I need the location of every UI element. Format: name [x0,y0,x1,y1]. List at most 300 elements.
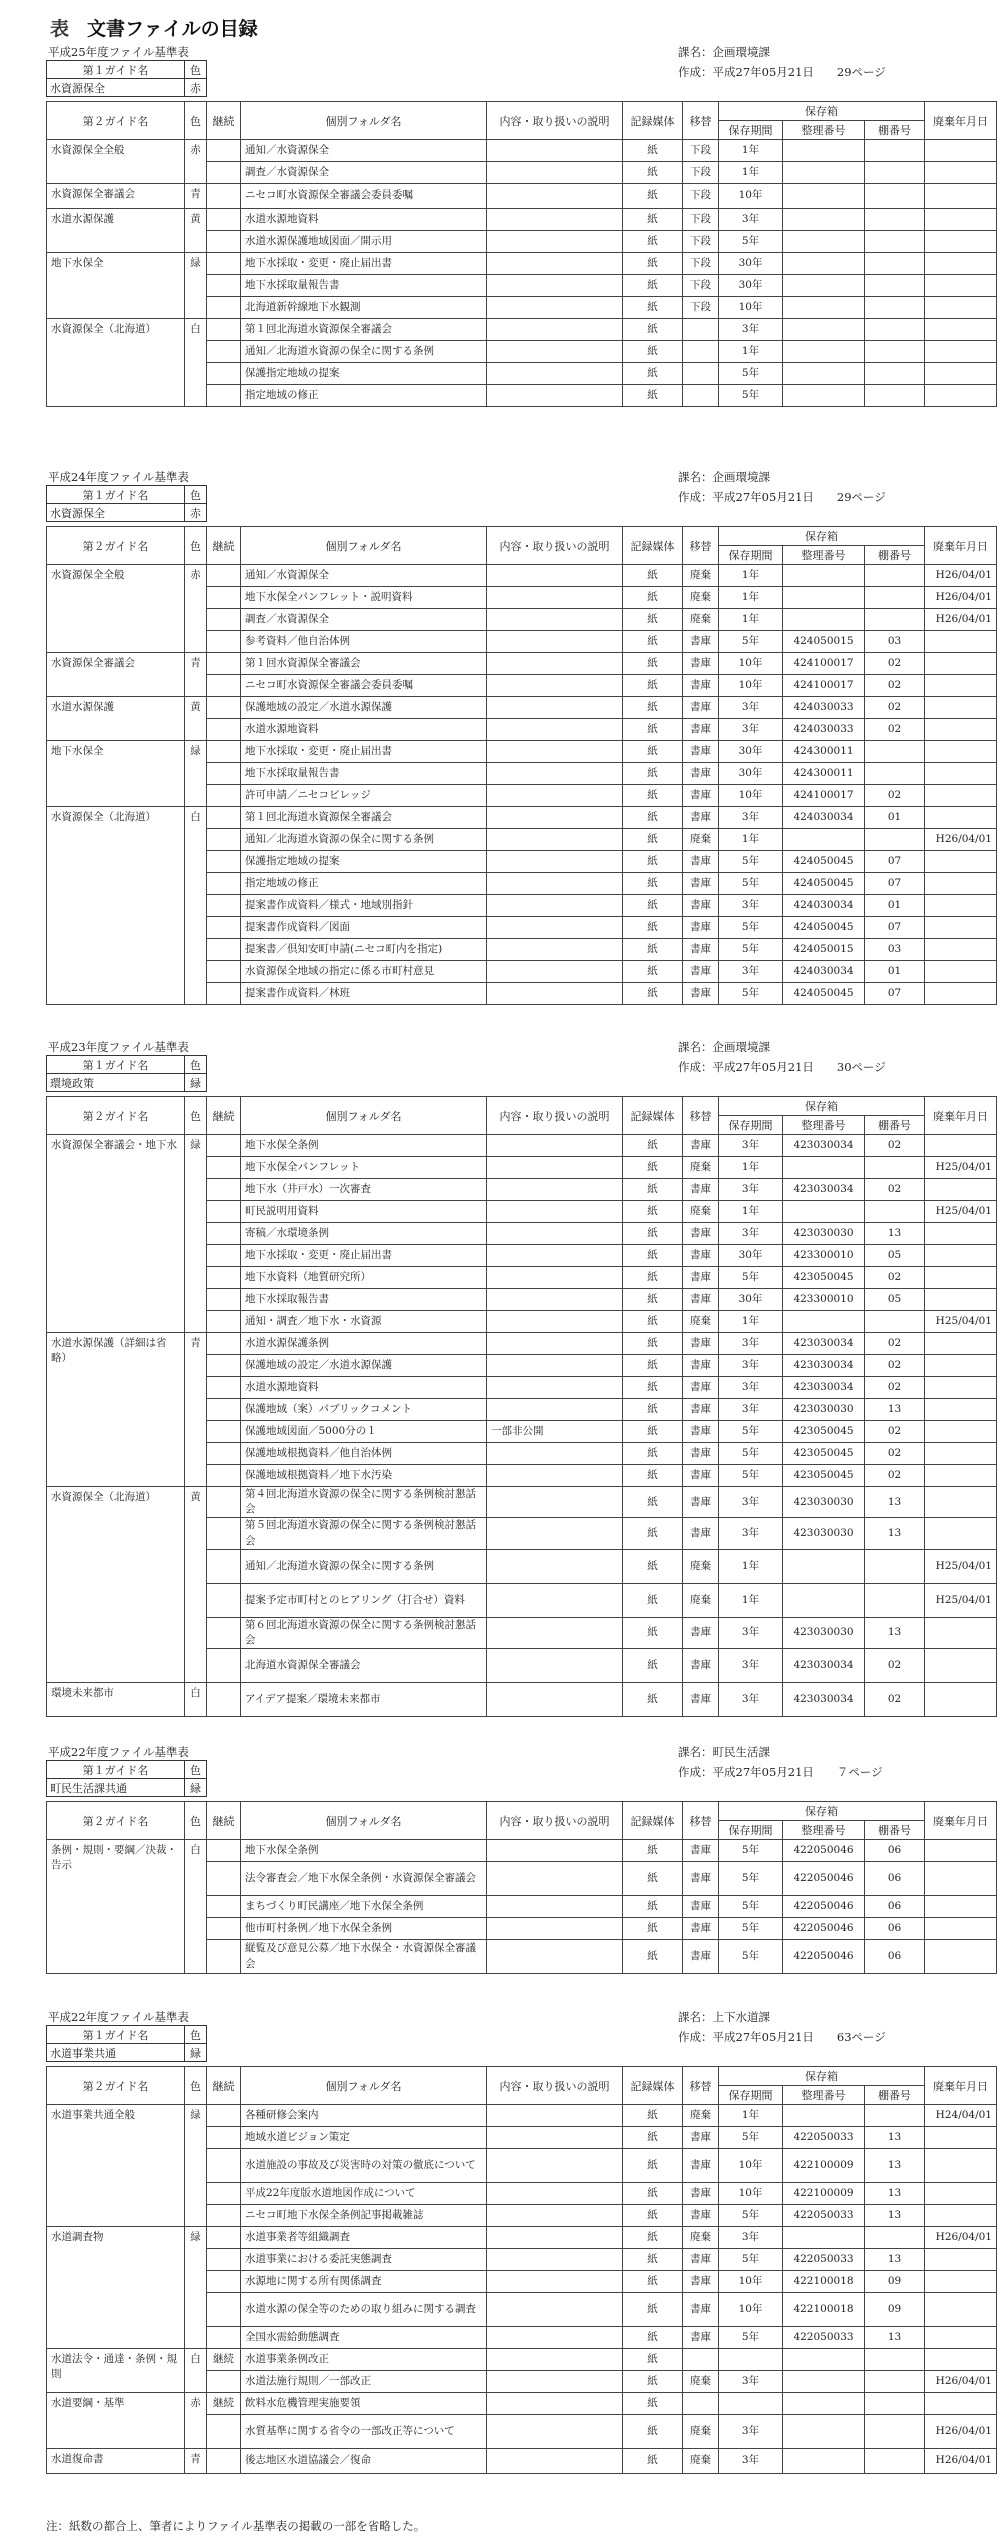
continuation-cell [207,1223,241,1245]
content-cell [487,697,623,719]
media-cell: 紙 [623,785,683,807]
continuation-cell [207,363,241,385]
disposal-date-cell [925,1896,997,1918]
number-header: 整理番号 [783,1821,865,1840]
folder-name: 水道水源地資料 [241,1377,487,1399]
media-cell: 紙 [623,807,683,829]
content-cell [487,1377,623,1399]
shelf-cell: 06 [865,1862,925,1896]
disposal-date-cell [925,939,997,961]
disposal-date-cell: H25/04/01 [925,1157,997,1179]
number-cell: 423300010 [783,1245,865,1267]
transfer-cell: 書庫 [683,697,719,719]
number-cell: 424050015 [783,939,865,961]
media-cell: 紙 [623,719,683,741]
shelf-cell: 02 [865,697,925,719]
media-cell: 紙 [623,873,683,895]
disposal-date-cell [925,1333,997,1355]
period-cell [719,2349,783,2371]
transfer-cell: 下段 [683,184,719,209]
number-header: 整理番号 [783,121,865,140]
guide2-name: 水資源保全（北海道） [47,807,185,1005]
continuation-cell [207,162,241,184]
content-cell [487,653,623,675]
transfer-cell: 書庫 [683,851,719,873]
table-label: 表 [50,18,70,40]
period-cell: 5年 [719,1918,783,1940]
content-cell [487,1840,623,1862]
content-cell [487,1201,623,1223]
period-cell: 5年 [719,363,783,385]
guide2-color: 白 [185,2349,207,2393]
folder-name: 地下水採取量報告書 [241,763,487,785]
content-cell [487,385,623,407]
number-cell: 422050046 [783,1840,865,1862]
number-cell [783,2349,865,2371]
content-cell [487,917,623,939]
media-cell: 紙 [623,697,683,719]
period-cell: 5年 [719,231,783,253]
content-cell [487,2227,623,2249]
period-cell: 1年 [719,565,783,587]
continuation-cell [207,184,241,209]
folder-name: ニセコ町水資源保全審議会委員委嘱 [241,675,487,697]
shelf-cell: 02 [865,1267,925,1289]
number-cell: 422100009 [783,2183,865,2205]
media-cell: 紙 [623,319,683,341]
continuation-header: 継続 [207,2067,241,2105]
guide2-name: 水資源保全審議会・地下水 [47,1135,185,1333]
number-cell [783,162,865,184]
content-cell [487,253,623,275]
media-cell: 紙 [623,184,683,209]
period-cell: 3年 [719,1179,783,1201]
created-date: 作成：平成27年05月21日 29ページ [678,65,886,79]
disposal-date-cell: H26/04/01 [925,587,997,609]
continuation-cell [207,1549,241,1583]
disposal-date-cell [925,2293,997,2327]
period-cell: 10年 [719,297,783,319]
shelf-cell: 13 [865,2183,925,2205]
period-cell: 1年 [719,162,783,184]
transfer-cell: 廃棄 [683,565,719,587]
continuation-cell [207,983,241,1005]
folder-name: 各種研修会案内 [241,2105,487,2127]
shelf-cell [865,741,925,763]
period-cell: 5年 [719,2327,783,2349]
continuation-cell [207,2227,241,2249]
transfer-cell: 書庫 [683,1223,719,1245]
guide1-header: 第１ガイド名 [47,61,185,79]
number-cell: 422050046 [783,1918,865,1940]
shelf-cell: 02 [865,1683,925,1717]
media-cell: 紙 [623,2227,683,2249]
table-header-row [47,102,997,121]
shelf-cell: 02 [865,1179,925,1201]
media-cell: 紙 [623,1223,683,1245]
created-date: 作成：平成27年05月21日 29ページ [678,490,886,504]
period-cell: 3年 [719,961,783,983]
disposal-date-cell: H25/04/01 [925,1201,997,1223]
disposal-date-cell [925,1940,997,1974]
transfer-cell: 廃棄 [683,609,719,631]
transfer-cell [683,2393,719,2415]
media-cell: 紙 [623,2371,683,2393]
shelf-header: 棚番号 [865,121,925,140]
guide1-color: 赤 [185,79,207,97]
shelf-cell: 01 [865,961,925,983]
transfer-cell [683,341,719,363]
shelf-cell [865,253,925,275]
table-row [47,1135,997,1157]
guide2-name: 水道復命書 [47,2449,185,2474]
period-cell: 3年 [719,1617,783,1648]
content-cell [487,1896,623,1918]
shelf-cell: 13 [865,2149,925,2183]
file-index-table [46,2066,997,2474]
folder-name: 保護地域図面／5000分の１ [241,1421,487,1443]
period-cell: 3年 [719,1683,783,1717]
content-cell [487,140,623,162]
continuation-cell [207,1399,241,1421]
file-standard-section [46,465,996,1005]
period-cell [719,2393,783,2415]
number-cell: 424030033 [783,697,865,719]
content-cell [487,587,623,609]
transfer-cell: 書庫 [683,807,719,829]
media-cell: 紙 [623,2393,683,2415]
shelf-cell [865,1201,925,1223]
disposal-date-cell [925,1918,997,1940]
color-header: 色 [185,2067,207,2105]
guide1-color: 緑 [185,2044,207,2062]
shelf-cell: 13 [865,1617,925,1648]
period-cell: 10年 [719,653,783,675]
guide1-name: 環境政策 [47,1074,185,1092]
guide1-table [46,60,207,97]
guide1-color: 赤 [185,504,207,522]
disposal-date-cell [925,2349,997,2371]
folder-name: 水道法施行規則／一部改正 [241,2371,487,2393]
transfer-cell: 下段 [683,162,719,184]
table-header-row [47,1802,997,1821]
table-row [47,1840,997,1862]
number-cell: 423050045 [783,1465,865,1487]
number-cell: 423050045 [783,1443,865,1465]
content-cell [487,785,623,807]
table-row [47,319,997,341]
file-index-table [46,101,997,407]
transfer-header: 移替 [683,1802,719,1840]
number-header: 整理番号 [783,546,865,565]
number-cell: 422100018 [783,2271,865,2293]
folder-header: 個別フォルダ名 [241,1802,487,1840]
table-row [47,2449,997,2474]
folder-name: 保護地域根拠資料／地下水汚染 [241,1465,487,1487]
media-cell: 紙 [623,1465,683,1487]
period-cell: 3年 [719,719,783,741]
content-cell [487,1518,623,1549]
shelf-cell: 07 [865,983,925,1005]
folder-name: 提案予定市町村とのヒアリング（打合せ）資料 [241,1583,487,1617]
number-cell [783,2371,865,2393]
media-header: 記録媒体 [623,1802,683,1840]
disposal-date-cell [925,140,997,162]
guide1-name: 水資源保全 [47,79,185,97]
content-cell [487,2393,623,2415]
content-cell [487,1311,623,1333]
folder-name: 水道水源地資料 [241,719,487,741]
transfer-cell: 下段 [683,297,719,319]
folder-name: ニセコ町水資源保全審議会委員委嘱 [241,184,487,209]
period-cell: 5年 [719,1896,783,1918]
disposal-date-cell [925,1617,997,1648]
disposal-header: 廃棄年月日 [925,102,997,140]
continuation-cell [207,1289,241,1311]
section-title: 平成22年度ファイル基準表 [48,2010,189,2024]
folder-name: 第４回北海道水資源の保全に関する条例検討懇話会 [241,1487,487,1518]
period-cell: 1年 [719,1549,783,1583]
continuation-cell [207,1487,241,1518]
media-cell: 紙 [623,1896,683,1918]
shelf-cell: 02 [865,785,925,807]
media-cell: 紙 [623,2415,683,2449]
disposal-date-cell [925,1862,997,1896]
content-cell [487,319,623,341]
color-header: 色 [185,102,207,140]
content-cell [487,1157,623,1179]
period-header: 保存期間 [719,1821,783,1840]
period-cell: 5年 [719,385,783,407]
transfer-cell: 書庫 [683,719,719,741]
period-cell: 5年 [719,631,783,653]
period-cell: 1年 [719,1311,783,1333]
disposal-header: 廃棄年月日 [925,2067,997,2105]
media-cell: 紙 [623,1245,683,1267]
guide2-color: 赤 [185,140,207,184]
continuation-cell [207,1518,241,1549]
guide1-table [46,1055,207,1092]
guide1-color: 緑 [185,1074,207,1092]
period-cell: 3年 [719,1223,783,1245]
period-cell: 10年 [719,2183,783,2205]
continuation-cell [207,1443,241,1465]
shelf-cell: 05 [865,1289,925,1311]
disposal-date-cell [925,2393,997,2415]
media-cell: 紙 [623,983,683,1005]
number-cell [783,1201,865,1223]
continuation-cell [207,763,241,785]
disposal-date-cell [925,2127,997,2149]
folder-name: 地下水（井戸水）一次審査 [241,1179,487,1201]
shelf-cell [865,341,925,363]
guide2-name: 水道水源保護 [47,697,185,741]
table-row [47,2227,997,2249]
content-cell [487,851,623,873]
disposal-date-cell: H26/04/01 [925,609,997,631]
transfer-cell: 下段 [683,209,719,231]
folder-name: 地下水採取量報告書 [241,275,487,297]
transfer-cell: 廃棄 [683,587,719,609]
transfer-cell: 廃棄 [683,1583,719,1617]
file-standard-section [46,1035,996,1717]
period-cell: 3年 [719,1355,783,1377]
disposal-date-cell: H26/04/01 [925,2227,997,2249]
guide2-header: 第２ガイド名 [47,102,185,140]
guide2-color: 緑 [185,253,207,319]
continuation-cell [207,1311,241,1333]
continuation-cell [207,851,241,873]
transfer-cell: 書庫 [683,2271,719,2293]
section-title: 平成22年度ファイル基準表 [48,1745,189,1759]
number-cell: 422100018 [783,2293,865,2327]
folder-name: 地下水資料（地質研究所） [241,1267,487,1289]
transfer-cell: 書庫 [683,1518,719,1549]
number-cell: 423030030 [783,1518,865,1549]
file-index-table [46,526,997,1005]
transfer-cell: 書庫 [683,1443,719,1465]
number-cell: 423030034 [783,1135,865,1157]
color-header: 色 [185,2026,207,2044]
folder-header: 個別フォルダ名 [241,2067,487,2105]
content-cell [487,2183,623,2205]
continuation-cell: 継続 [207,2393,241,2415]
disposal-date-cell [925,851,997,873]
period-cell: 5年 [719,1862,783,1896]
transfer-cell: 書庫 [683,1289,719,1311]
content-cell [487,1465,623,1487]
guide2-color: 黄 [185,697,207,741]
number-cell [783,829,865,851]
media-cell: 紙 [623,2183,683,2205]
shelf-cell [865,1549,925,1583]
continuation-header: 継続 [207,1097,241,1135]
content-cell [487,961,623,983]
continuation-cell [207,1918,241,1940]
shelf-cell: 02 [865,719,925,741]
media-cell: 紙 [623,275,683,297]
guide1-header: 第１ガイド名 [47,1761,185,1779]
continuation-cell [207,2327,241,2349]
number-cell [783,363,865,385]
number-cell [783,609,865,631]
transfer-header: 移替 [683,527,719,565]
continuation-cell [207,2105,241,2127]
shelf-cell: 13 [865,1487,925,1518]
media-cell: 紙 [623,2293,683,2327]
disposal-date-cell [925,1289,997,1311]
number-cell [783,565,865,587]
number-cell: 423030034 [783,1179,865,1201]
guide2-color: 白 [185,319,207,407]
transfer-cell: 書庫 [683,2149,719,2183]
folder-name: 通知／水資源保全 [241,565,487,587]
transfer-cell [683,2349,719,2371]
file-standard-section [46,2005,996,2474]
transfer-cell: 書庫 [683,1267,719,1289]
number-cell: 422050046 [783,1896,865,1918]
folder-name: 保護地域（案）パブリックコメント [241,1399,487,1421]
folder-name: 地下水採取報告書 [241,1289,487,1311]
content-cell [487,1583,623,1617]
content-cell [487,2105,623,2127]
continuation-cell [207,2371,241,2393]
media-header: 記録媒体 [623,102,683,140]
continuation-cell [207,2127,241,2149]
period-cell: 5年 [719,873,783,895]
folder-name: 地域水道ビジョン策定 [241,2127,487,2149]
period-header: 保存期間 [719,2086,783,2105]
continuation-cell [207,1583,241,1617]
disposal-date-cell [925,209,997,231]
folder-name: 許可申請／ニセコビレッジ [241,785,487,807]
shelf-cell: 05 [865,1245,925,1267]
transfer-cell [683,319,719,341]
media-cell: 紙 [623,231,683,253]
shelf-cell: 06 [865,1840,925,1862]
transfer-cell: 下段 [683,275,719,297]
number-cell [783,587,865,609]
continuation-cell [207,895,241,917]
table-header-row [47,1097,997,1116]
shelf-cell: 01 [865,895,925,917]
content-cell [487,719,623,741]
folder-name: 第１回水資源保全審議会 [241,653,487,675]
media-cell: 紙 [623,140,683,162]
content-cell [487,1267,623,1289]
period-cell: 5年 [719,2249,783,2271]
folder-name: アイデア提案／環境未来都市 [241,1683,487,1717]
media-header: 記録媒体 [623,1097,683,1135]
continuation-cell: 継続 [207,2349,241,2371]
media-cell: 紙 [623,1487,683,1518]
shelf-cell: 13 [865,1518,925,1549]
transfer-cell: 書庫 [683,939,719,961]
content-cell [487,2327,623,2349]
media-cell: 紙 [623,939,683,961]
shelf-cell [865,231,925,253]
color-header: 色 [185,527,207,565]
period-cell: 5年 [719,1267,783,1289]
content-header: 内容・取り扱いの説明 [487,2067,623,2105]
continuation-cell [207,253,241,275]
continuation-cell [207,1649,241,1683]
shelf-header: 棚番号 [865,546,925,565]
number-cell [783,319,865,341]
folder-name: 水道事業における委託実態調査 [241,2249,487,2271]
continuation-header: 継続 [207,102,241,140]
media-cell: 紙 [623,631,683,653]
disposal-date-cell [925,1245,997,1267]
created-date: 作成：平成27年05月21日 ７ページ [678,1765,883,1779]
media-cell: 紙 [623,961,683,983]
table-row [47,565,997,587]
guide2-color: 黄 [185,209,207,253]
media-cell: 紙 [623,1289,683,1311]
disposal-date-cell [925,1267,997,1289]
number-cell: 424050045 [783,917,865,939]
guide2-name: 水資源保全（北海道） [47,319,185,407]
folder-name: 第６回北海道水資源の保全に関する条例検討懇話会 [241,1617,487,1648]
folder-header: 個別フォルダ名 [241,1097,487,1135]
media-cell: 紙 [623,829,683,851]
media-cell: 紙 [623,1617,683,1648]
title-text: 文書ファイルの目録 [87,18,258,40]
continuation-cell [207,961,241,983]
transfer-cell: 書庫 [683,1617,719,1648]
disposal-date-cell [925,697,997,719]
period-cell: 1年 [719,341,783,363]
